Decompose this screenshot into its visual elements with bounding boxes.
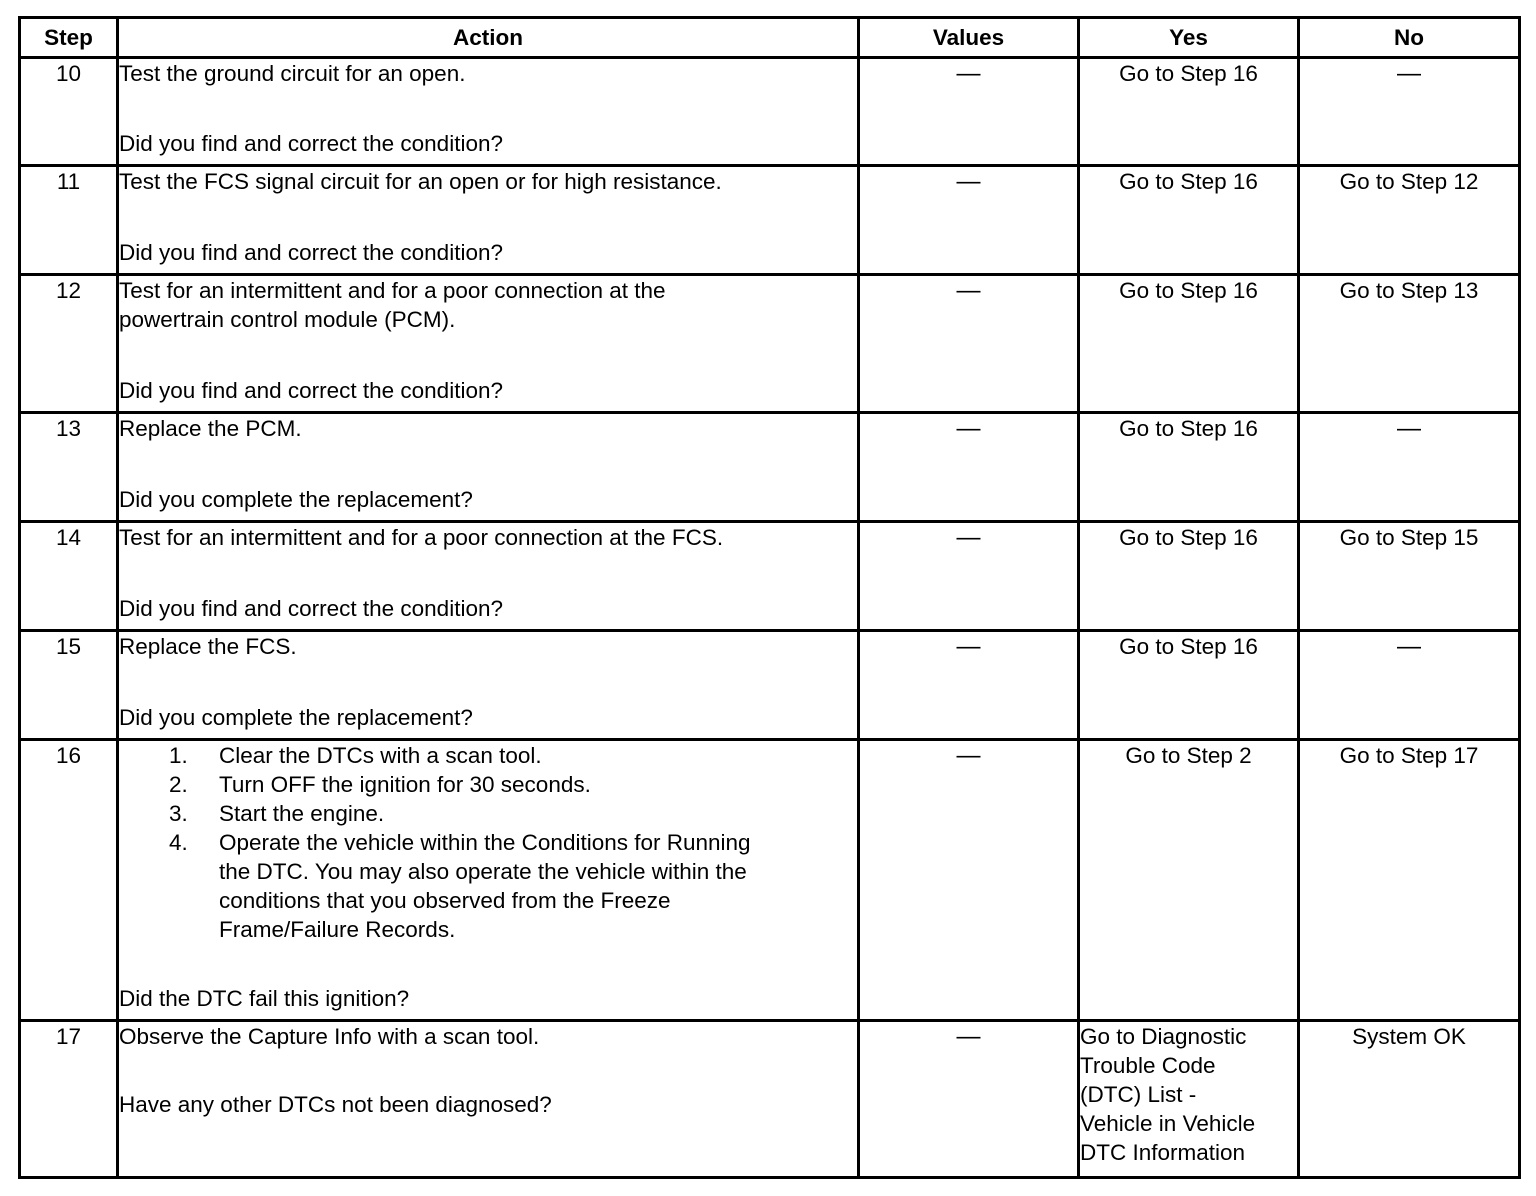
values-dash: — [956, 60, 981, 87]
action-question: Did you find and correct the condition? [119, 240, 503, 265]
step-number: 15 [20, 631, 118, 740]
table-row [20, 413, 1520, 522]
procedure-text: Clear the DTCs with a scan tool. [219, 743, 542, 768]
yes-cell: Go to Step 16 [1079, 166, 1299, 275]
action-text: Test for an intermittent and for a poor connection at the [119, 278, 666, 303]
values-dash: — [956, 168, 981, 195]
no-cell: Go to Step 13 [1299, 275, 1520, 413]
action-question: Did the DTC fail this ignition? [119, 986, 410, 1011]
values-dash: — [956, 277, 981, 304]
yes-cell [1079, 1021, 1299, 1178]
procedure-number: 4. [169, 830, 188, 855]
no-cell [1299, 58, 1520, 166]
step-number: 13 [20, 413, 118, 522]
action-text: powertrain control module (PCM). [119, 307, 456, 332]
header-yes: Yes [1079, 18, 1299, 58]
no-dash: — [1397, 415, 1421, 442]
header-row [20, 18, 1520, 58]
action-text: Replace the PCM. [119, 416, 302, 441]
action-question: Did you find and correct the condition? [119, 596, 503, 621]
step-number: 11 [20, 166, 118, 275]
values-cell [859, 631, 1079, 740]
procedure-text: Frame/Failure Records. [219, 917, 456, 942]
step-number: 10 [20, 58, 118, 166]
yes-cell: Go to Step 16 [1079, 275, 1299, 413]
yes-cell: Go to Step 16 [1079, 413, 1299, 522]
step-number: 17 [20, 1021, 118, 1178]
values-dash: — [956, 1023, 981, 1050]
yes-cell: Go to Step 16 [1079, 522, 1299, 631]
action-cell [118, 522, 859, 631]
values-cell [859, 413, 1079, 522]
action-cell [118, 58, 859, 166]
procedure-number: 1. [169, 743, 188, 768]
action-question: Did you find and correct the condition? [119, 378, 503, 403]
diagnostic-table [18, 16, 1521, 1179]
header-step: Step [20, 18, 118, 58]
procedure-text: conditions that you observed from the Freeze [219, 888, 671, 913]
action-cell [118, 275, 859, 413]
table-row [20, 1021, 1520, 1178]
table-row [20, 522, 1520, 631]
step-number: 12 [20, 275, 118, 413]
header-action: Action [118, 18, 859, 58]
no-cell: System OK [1299, 1021, 1520, 1178]
procedure-text: Operate the vehicle within the Conditions for Running [219, 830, 751, 855]
action-cell [118, 166, 859, 275]
yes-text-line: Go to Diagnostic [1080, 1024, 1247, 1049]
procedure-text: Start the engine. [219, 801, 385, 826]
values-cell [859, 58, 1079, 166]
no-cell: Go to Step 15 [1299, 522, 1520, 631]
procedure-list [119, 741, 857, 944]
table-row [20, 740, 1520, 1021]
step-number: 14 [20, 522, 118, 631]
no-dash: — [1397, 633, 1421, 660]
action-question: Did you complete the replacement? [119, 487, 473, 512]
action-cell [118, 413, 859, 522]
action-cell [118, 740, 859, 1021]
procedure-item [169, 828, 857, 944]
action-question: Have any other DTCs not been diagnosed? [119, 1092, 552, 1117]
action-text: Replace the FCS. [119, 634, 297, 659]
step-number: 16 [20, 740, 118, 1021]
yes-text-line: DTC Information [1080, 1140, 1246, 1165]
yes-cell: Go to Step 16 [1079, 631, 1299, 740]
values-cell [859, 275, 1079, 413]
procedure-item [169, 799, 857, 828]
table-row [20, 58, 1520, 166]
procedure-text: Turn OFF the ignition for 30 seconds. [219, 772, 591, 797]
action-question: Did you complete the replacement? [119, 705, 473, 730]
procedure-number: 2. [169, 772, 188, 797]
action-cell [118, 631, 859, 740]
values-dash: — [956, 633, 981, 660]
header-no: No [1299, 18, 1520, 58]
values-cell [859, 740, 1079, 1021]
yes-text-line: Vehicle in Vehicle [1080, 1111, 1256, 1136]
table-row [20, 166, 1520, 275]
action-text: Test the ground circuit for an open. [119, 61, 466, 86]
no-dash: — [1397, 60, 1421, 87]
values-cell [859, 1021, 1079, 1178]
no-cell [1299, 413, 1520, 522]
header-values: Values [859, 18, 1079, 58]
yes-text-line: Trouble Code [1080, 1053, 1216, 1078]
action-text: Observe the Capture Info with a scan tool. [119, 1024, 540, 1049]
action-text: Test the FCS signal circuit for an open or for high resistance. [119, 169, 722, 194]
no-cell [1299, 631, 1520, 740]
yes-cell: Go to Step 2 [1079, 740, 1299, 1021]
values-cell [859, 166, 1079, 275]
action-cell [118, 1021, 859, 1178]
procedure-item [169, 741, 857, 770]
table-row [20, 275, 1520, 413]
values-dash: — [956, 742, 981, 769]
values-dash: — [956, 524, 981, 551]
procedure-item [169, 770, 857, 799]
no-cell: Go to Step 12 [1299, 166, 1520, 275]
no-cell: Go to Step 17 [1299, 740, 1520, 1021]
procedure-text: the DTC. You may also operate the vehicle within the [219, 859, 747, 884]
procedure-number: 3. [169, 801, 188, 826]
table-row [20, 631, 1520, 740]
values-dash: — [956, 415, 981, 442]
action-text: Test for an intermittent and for a poor connection at the FCS. [119, 525, 724, 550]
action-question: Did you find and correct the condition? [119, 131, 503, 156]
yes-text-line: (DTC) List - [1080, 1082, 1197, 1107]
yes-cell: Go to Step 16 [1079, 58, 1299, 166]
values-cell [859, 522, 1079, 631]
